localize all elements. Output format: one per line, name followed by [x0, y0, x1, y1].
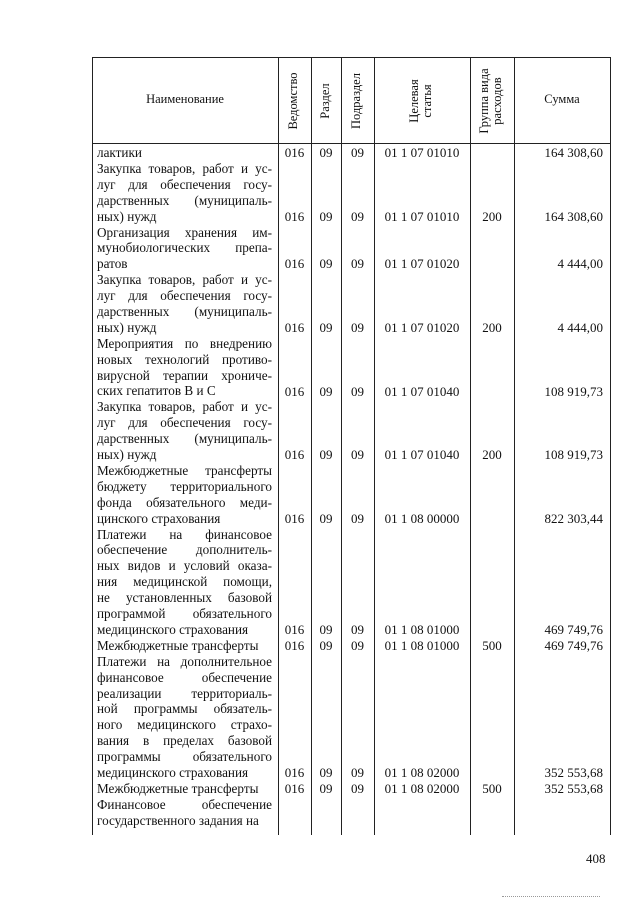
row-gruppa: 200	[482, 447, 502, 463]
row-gruppa: 200	[482, 208, 502, 224]
row-name	[97, 463, 272, 527]
row-name	[97, 527, 272, 638]
row-name-line: Межбюджетные трансферты	[97, 781, 259, 796]
row-razdel: 09	[319, 383, 333, 399]
header-summa: Сумма	[544, 92, 580, 106]
col-divider	[374, 57, 375, 835]
footer-mark	[502, 896, 600, 898]
row-vedomstvo: 016	[284, 637, 305, 653]
row-name	[97, 272, 272, 336]
header-name: Наименование	[146, 92, 224, 106]
row-tselevaya: 01 1 07 01040	[384, 383, 460, 399]
row-vedomstvo: 016	[284, 447, 305, 463]
row-name-line: ния медицинской помощи,	[97, 574, 272, 590]
row-name	[97, 145, 272, 161]
table-border-right	[610, 57, 611, 835]
row-name-line: Финансовое обеспечение	[97, 796, 272, 812]
row-name-line: фонда обязательного меди-	[97, 494, 272, 510]
row-razdel: 09	[319, 622, 333, 637]
header-vedomstvo: Ведомство	[286, 72, 300, 130]
row-summa: 469 749,76	[544, 637, 603, 653]
row-name-line: Платежи на финансовое	[97, 526, 272, 542]
row-podrazdel: 09	[351, 447, 364, 463]
row-podrazdel: 09	[351, 145, 364, 160]
row-vedomstvo: 016	[284, 383, 305, 399]
row-tselevaya: 01 1 07 01010	[384, 145, 460, 160]
row-name	[97, 654, 272, 781]
row-razdel: 09	[319, 637, 333, 653]
row-podrazdel: 09	[351, 781, 364, 796]
row-name-line: программой обязательного	[97, 606, 272, 622]
row-name-line: Межбюджетные трансферты	[97, 637, 259, 653]
row-tselevaya: 01 1 08 01000	[384, 637, 460, 653]
row-gruppa: 200	[482, 319, 502, 335]
row-razdel: 09	[319, 319, 333, 335]
row-podrazdel: 09	[351, 319, 364, 335]
row-name-line: медицинского страхования	[97, 621, 249, 637]
row-podrazdel: 09	[351, 510, 364, 526]
row-name-line: дарственных (муниципаль-	[97, 303, 272, 319]
row-name-line: ных) нужд	[97, 208, 157, 224]
row-summa: 822 303,44	[544, 510, 603, 526]
row-name-line: луг для обеспечения госу-	[97, 176, 272, 192]
header-razdel: Раздел	[318, 83, 332, 119]
row-name-line: ратов	[97, 256, 128, 272]
row-name-line: вания в пределах базовой	[97, 733, 272, 749]
row-name-line: не установленных базовой	[97, 590, 272, 606]
row-tselevaya: 01 1 07 01010	[384, 208, 460, 224]
row-name-line: Организация хранения им-	[97, 224, 272, 240]
row-name-line: бюджету территориального	[97, 478, 272, 494]
row-name	[97, 161, 272, 225]
header-podrazdel: Подраздел	[349, 73, 363, 129]
row-tselevaya: 01 1 08 00000	[384, 510, 460, 526]
row-tselevaya: 01 1 08 02000	[384, 781, 460, 796]
row-name-line: финансовое обеспечение	[97, 669, 272, 685]
row-name-line: ной программы обязатель-	[97, 701, 272, 717]
header-gruppa: Группа вида расходов	[477, 68, 504, 134]
row-vedomstvo: 016	[284, 510, 305, 526]
page-number: 408	[586, 851, 606, 866]
col-divider	[514, 57, 515, 835]
row-name-line: луг для обеспечения госу-	[97, 288, 272, 304]
row-podrazdel: 09	[351, 622, 364, 637]
row-vedomstvo: 016	[284, 319, 305, 335]
row-name-line: Межбюджетные трансферты	[97, 463, 272, 478]
row-tselevaya: 01 1 07 01020	[384, 319, 460, 335]
row-summa: 4 444,00	[557, 256, 603, 272]
row-vedomstvo: 016	[284, 145, 305, 160]
row-summa: 164 308,60	[544, 145, 603, 160]
row-gruppa: 500	[482, 637, 502, 653]
row-name-line: обеспечение дополнитель-	[97, 542, 272, 558]
row-razdel: 09	[319, 256, 333, 272]
row-name-line: луг для обеспечения госу-	[97, 415, 272, 431]
row-vedomstvo: 016	[284, 781, 305, 796]
row-summa: 352 553,68	[544, 781, 603, 796]
row-name-line: государственного задания на	[97, 812, 259, 828]
row-podrazdel: 09	[351, 765, 364, 781]
row-name	[97, 781, 272, 797]
row-tselevaya: 01 1 08 02000	[384, 765, 460, 781]
row-vedomstvo: 016	[284, 208, 305, 224]
row-summa: 469 749,76	[544, 622, 603, 637]
row-name-line: ных) нужд	[97, 447, 157, 463]
row-name-line: ного медицинского страхо-	[97, 717, 272, 733]
row-name-line: мунобиологических препа-	[97, 240, 272, 256]
row-name-line: ских гепатитов В и С	[97, 383, 216, 399]
row-podrazdel: 09	[351, 256, 364, 272]
row-tselevaya: 01 1 07 01020	[384, 256, 460, 272]
table-border-left	[92, 57, 93, 835]
row-name-line: цинского страхования	[97, 510, 221, 526]
row-name	[97, 797, 272, 829]
row-name-line: реализации территориаль-	[97, 685, 272, 701]
row-name-line: Закупка товаров, работ и ус-	[97, 272, 272, 288]
row-name-line: программы обязательного	[97, 749, 272, 765]
row-vedomstvo: 016	[284, 256, 305, 272]
row-name-line: Закупка товаров, работ и ус-	[97, 160, 272, 176]
row-tselevaya: 01 1 07 01040	[384, 447, 460, 463]
row-name-line: дарственных (муниципаль-	[97, 192, 272, 208]
row-razdel: 09	[319, 510, 333, 526]
row-name	[97, 336, 272, 400]
row-name-line: Платежи на дополнительное	[97, 653, 272, 669]
col-divider	[470, 57, 471, 835]
header-tselevaya: Целевая статья	[407, 79, 434, 123]
row-summa: 352 553,68	[544, 765, 603, 781]
row-tselevaya: 01 1 08 01000	[384, 622, 460, 637]
row-razdel: 09	[319, 447, 333, 463]
row-name-line: ных видов и условий оказа-	[97, 558, 272, 574]
row-razdel: 09	[319, 145, 333, 160]
row-name-line: ных) нужд	[97, 319, 157, 335]
row-gruppa: 500	[482, 781, 502, 796]
row-name	[97, 399, 272, 463]
row-name-line: новых технологий противо-	[97, 351, 272, 367]
row-name-line: Мероприятия по внедрению	[97, 335, 272, 351]
row-summa: 4 444,00	[557, 319, 603, 335]
row-name-line: вирусной терапии хрониче-	[97, 367, 272, 383]
row-name	[97, 638, 272, 654]
row-vedomstvo: 016	[284, 622, 305, 637]
row-razdel: 09	[319, 765, 333, 781]
row-razdel: 09	[319, 208, 333, 224]
row-podrazdel: 09	[351, 383, 364, 399]
row-podrazdel: 09	[351, 637, 364, 653]
row-vedomstvo: 016	[284, 765, 305, 781]
row-name-line: Закупка товаров, работ и ус-	[97, 399, 272, 415]
col-divider	[278, 57, 279, 835]
row-name-line: лактики	[97, 145, 142, 160]
col-divider	[311, 57, 312, 835]
row-summa: 164 308,60	[544, 208, 603, 224]
row-razdel: 09	[319, 781, 333, 796]
row-podrazdel: 09	[351, 208, 364, 224]
row-name	[97, 225, 272, 273]
row-summa: 108 919,73	[544, 383, 603, 399]
row-name-line: медицинского страхования	[97, 765, 249, 781]
col-divider	[341, 57, 342, 835]
row-summa: 108 919,73	[544, 447, 603, 463]
row-name-line: дарственных (муниципаль-	[97, 431, 272, 447]
